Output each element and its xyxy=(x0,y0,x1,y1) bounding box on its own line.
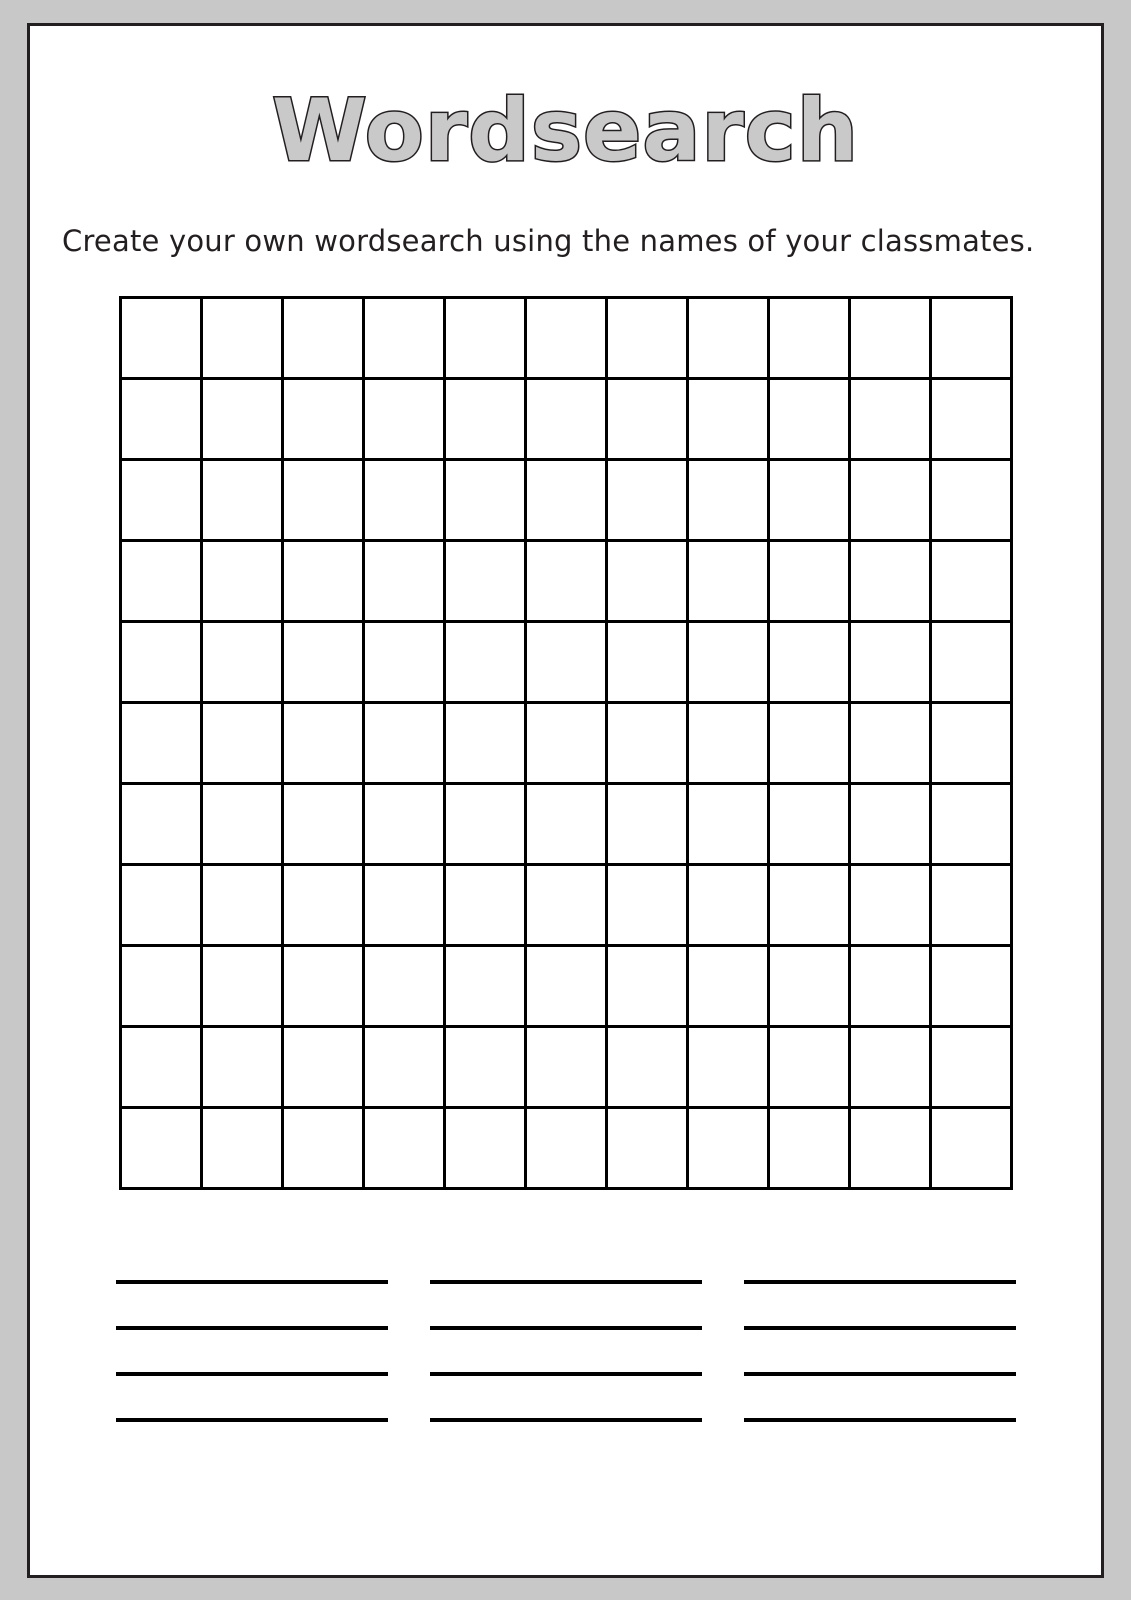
grid-cell[interactable] xyxy=(932,947,1010,1025)
grid-cell[interactable] xyxy=(527,380,605,458)
grid-cell[interactable] xyxy=(527,623,605,701)
grid-cell[interactable] xyxy=(284,704,362,782)
grid-cell[interactable] xyxy=(851,623,929,701)
answer-line[interactable] xyxy=(744,1326,1016,1330)
grid-cell[interactable] xyxy=(284,461,362,539)
grid-cell[interactable] xyxy=(689,542,767,620)
grid-cell[interactable] xyxy=(608,704,686,782)
grid-cell[interactable] xyxy=(770,1109,848,1187)
grid-cell[interactable] xyxy=(770,866,848,944)
grid-cell[interactable] xyxy=(689,785,767,863)
grid-cell[interactable] xyxy=(365,461,443,539)
grid-cell[interactable] xyxy=(932,1109,1010,1187)
grid-cell[interactable] xyxy=(770,623,848,701)
grid-cell[interactable] xyxy=(527,1109,605,1187)
grid-cell[interactable] xyxy=(527,704,605,782)
grid-cell[interactable] xyxy=(689,299,767,377)
grid-cell[interactable] xyxy=(122,866,200,944)
grid-cell[interactable] xyxy=(203,461,281,539)
grid-cell[interactable] xyxy=(608,623,686,701)
grid-cell[interactable] xyxy=(851,380,929,458)
grid-cell[interactable] xyxy=(446,866,524,944)
grid-cell[interactable] xyxy=(770,542,848,620)
grid-cell[interactable] xyxy=(851,299,929,377)
grid-cell[interactable] xyxy=(284,1028,362,1106)
grid-cell[interactable] xyxy=(527,866,605,944)
grid-cell[interactable] xyxy=(608,947,686,1025)
grid-cell[interactable] xyxy=(446,1109,524,1187)
grid-cell[interactable] xyxy=(770,380,848,458)
grid-cell[interactable] xyxy=(689,704,767,782)
grid-cell[interactable] xyxy=(608,1028,686,1106)
grid-cell[interactable] xyxy=(851,947,929,1025)
grid-cell[interactable] xyxy=(365,623,443,701)
wordsearch-grid-container xyxy=(30,296,1101,1190)
grid-cell[interactable] xyxy=(770,947,848,1025)
grid-cell[interactable] xyxy=(932,380,1010,458)
grid-cell[interactable] xyxy=(851,1028,929,1106)
grid-cell[interactable] xyxy=(527,461,605,539)
grid-cell[interactable] xyxy=(446,299,524,377)
grid-cell[interactable] xyxy=(608,785,686,863)
grid-cell[interactable] xyxy=(122,623,200,701)
grid-cell[interactable] xyxy=(365,866,443,944)
grid-cell[interactable] xyxy=(284,380,362,458)
grid-cell[interactable] xyxy=(365,785,443,863)
grid-cell[interactable] xyxy=(608,461,686,539)
answer-line[interactable] xyxy=(430,1418,702,1422)
answer-line[interactable] xyxy=(744,1372,1016,1376)
grid-cell[interactable] xyxy=(689,380,767,458)
grid-cell[interactable] xyxy=(689,1109,767,1187)
grid-cell[interactable] xyxy=(770,461,848,539)
grid-cell[interactable] xyxy=(365,542,443,620)
grid-cell[interactable] xyxy=(851,542,929,620)
grid-cell[interactable] xyxy=(608,299,686,377)
grid-cell[interactable] xyxy=(689,1028,767,1106)
grid-cell[interactable] xyxy=(608,866,686,944)
grid-cell[interactable] xyxy=(203,704,281,782)
grid-cell[interactable] xyxy=(932,1028,1010,1106)
answer-line[interactable] xyxy=(116,1372,388,1376)
grid-cell[interactable] xyxy=(770,785,848,863)
answer-line[interactable] xyxy=(116,1280,388,1284)
grid-cell[interactable] xyxy=(689,947,767,1025)
worksheet-page xyxy=(27,23,1104,1578)
grid-cell[interactable] xyxy=(932,299,1010,377)
grid-cell[interactable] xyxy=(122,1109,200,1187)
grid-cell[interactable] xyxy=(122,704,200,782)
grid-cell[interactable] xyxy=(446,704,524,782)
grid-cell[interactable] xyxy=(608,1109,686,1187)
grid-cell[interactable] xyxy=(770,1028,848,1106)
answer-line[interactable] xyxy=(430,1326,702,1330)
grid-cell[interactable] xyxy=(203,299,281,377)
grid-cell[interactable] xyxy=(284,947,362,1025)
grid-cell[interactable] xyxy=(122,947,200,1025)
grid-cell[interactable] xyxy=(203,866,281,944)
grid-cell[interactable] xyxy=(284,623,362,701)
grid-cell[interactable] xyxy=(527,785,605,863)
grid-cell[interactable] xyxy=(608,542,686,620)
grid-cell[interactable] xyxy=(284,542,362,620)
grid-cell[interactable] xyxy=(851,461,929,539)
grid-cell[interactable] xyxy=(446,542,524,620)
grid-cell[interactable] xyxy=(932,866,1010,944)
grid-cell[interactable] xyxy=(203,785,281,863)
grid-cell[interactable] xyxy=(122,785,200,863)
word-list-answer-area xyxy=(30,1280,1101,1422)
grid-cell[interactable] xyxy=(203,380,281,458)
grid-cell[interactable] xyxy=(122,461,200,539)
answer-line[interactable] xyxy=(430,1280,702,1284)
grid-cell[interactable] xyxy=(284,299,362,377)
wordsearch-grid[interactable] xyxy=(119,296,1013,1190)
answer-line[interactable] xyxy=(116,1326,388,1330)
grid-cell[interactable] xyxy=(365,1028,443,1106)
grid-cell[interactable] xyxy=(122,299,200,377)
instruction-text: Create your own wordsearch using the names of your classmates. xyxy=(62,224,1035,258)
grid-cell[interactable] xyxy=(365,1109,443,1187)
grid-cell[interactable] xyxy=(446,947,524,1025)
grid-cell[interactable] xyxy=(446,380,524,458)
grid-cell[interactable] xyxy=(284,1109,362,1187)
grid-cell[interactable] xyxy=(122,380,200,458)
grid-cell[interactable] xyxy=(446,785,524,863)
grid-cell[interactable] xyxy=(770,704,848,782)
answer-column xyxy=(744,1280,1016,1422)
grid-cell[interactable] xyxy=(365,380,443,458)
answer-line[interactable] xyxy=(430,1372,702,1376)
grid-cell[interactable] xyxy=(284,866,362,944)
grid-cell[interactable] xyxy=(527,947,605,1025)
grid-cell[interactable] xyxy=(932,461,1010,539)
grid-cell[interactable] xyxy=(608,380,686,458)
grid-cell[interactable] xyxy=(365,947,443,1025)
answer-line[interactable] xyxy=(116,1418,388,1422)
grid-cell[interactable] xyxy=(851,866,929,944)
answer-line[interactable] xyxy=(744,1418,1016,1422)
grid-cell[interactable] xyxy=(689,866,767,944)
grid-cell[interactable] xyxy=(203,1028,281,1106)
grid-cell[interactable] xyxy=(446,1028,524,1106)
grid-cell[interactable] xyxy=(932,542,1010,620)
grid-cell[interactable] xyxy=(203,947,281,1025)
grid-cell[interactable] xyxy=(932,704,1010,782)
grid-cell[interactable] xyxy=(203,542,281,620)
grid-cell[interactable] xyxy=(365,299,443,377)
grid-cell[interactable] xyxy=(203,1109,281,1187)
answer-column xyxy=(430,1280,702,1422)
grid-cell[interactable] xyxy=(527,1028,605,1106)
grid-cell[interactable] xyxy=(932,785,1010,863)
grid-cell[interactable] xyxy=(527,542,605,620)
grid-cell[interactable] xyxy=(446,461,524,539)
grid-cell[interactable] xyxy=(851,785,929,863)
grid-cell[interactable] xyxy=(770,299,848,377)
grid-cell[interactable] xyxy=(446,623,524,701)
grid-cell[interactable] xyxy=(932,623,1010,701)
grid-cell[interactable] xyxy=(365,704,443,782)
page-title: Wordsearch xyxy=(271,81,859,181)
grid-cell[interactable] xyxy=(527,299,605,377)
grid-cell[interactable] xyxy=(284,785,362,863)
answer-column xyxy=(116,1280,388,1422)
grid-cell[interactable] xyxy=(122,1028,200,1106)
answer-line[interactable] xyxy=(744,1280,1016,1284)
grid-cell[interactable] xyxy=(851,704,929,782)
grid-cell[interactable] xyxy=(122,542,200,620)
grid-cell[interactable] xyxy=(689,461,767,539)
grid-cell[interactable] xyxy=(851,1109,929,1187)
grid-cell[interactable] xyxy=(203,623,281,701)
grid-cell[interactable] xyxy=(689,623,767,701)
